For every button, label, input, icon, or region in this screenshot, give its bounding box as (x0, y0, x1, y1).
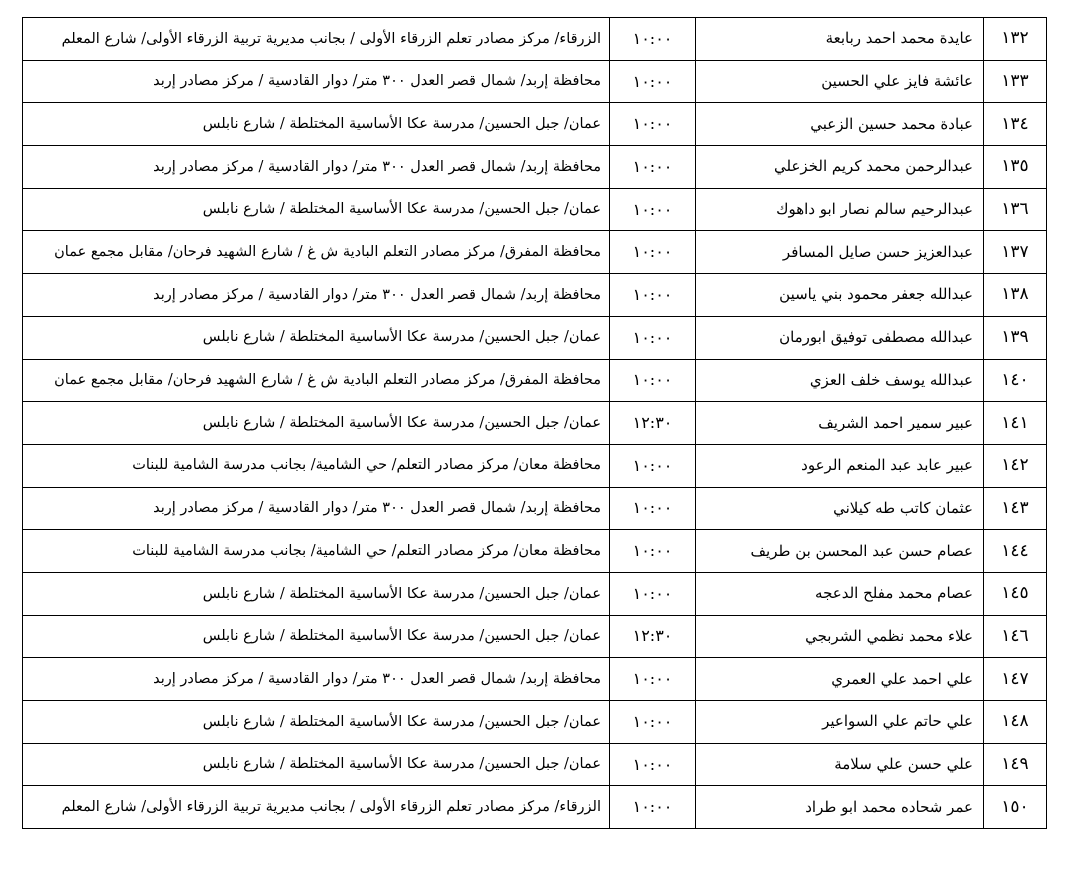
table-row (23, 786, 1047, 829)
row-number-cell: ١٣٨ (984, 274, 1047, 317)
table-row (23, 701, 1047, 744)
table-row (23, 18, 1047, 61)
table-row (23, 60, 1047, 103)
table-row (23, 658, 1047, 701)
candidate-name-cell: عمر شحاده محمد ابو طراد (696, 786, 984, 829)
exam-time-cell: ١٠:٠٠ (610, 487, 696, 530)
exam-time-cell: ١٠:٠٠ (610, 701, 696, 744)
exam-location-cell: محافظة إربد/ شمال قصر العدل ٣٠٠ متر/ دوار القادسية / مركز مصادر إربد (23, 658, 610, 701)
row-number-cell: ١٤٢ (984, 444, 1047, 487)
row-number-cell: ١٣٥ (984, 146, 1047, 189)
exam-location-cell: محافظة إربد/ شمال قصر العدل ٣٠٠ متر/ دوار القادسية / مركز مصادر إربد (23, 146, 610, 189)
exam-location-cell: عمان/ جبل الحسين/ مدرسة عكا الأساسية المختلطة / شارع نابلس (23, 572, 610, 615)
exam-location-cell: محافظة المفرق/ مركز مصادر التعلم البادية ش غ / شارع الشهيد فرحان/ مقابل مجمع عمان (23, 231, 610, 274)
exam-time-cell: ١٠:٠٠ (610, 316, 696, 359)
candidate-name-cell: علي احمد علي العمري (696, 658, 984, 701)
exam-location-cell: عمان/ جبل الحسين/ مدرسة عكا الأساسية المختلطة / شارع نابلس (23, 188, 610, 231)
table-row (23, 146, 1047, 189)
row-number-cell: ١٤٨ (984, 701, 1047, 744)
exam-location-cell: الزرقاء/ مركز مصادر تعلم الزرقاء الأولى / بجانب مديرية تربية الزرقاء الأولى/ شارع المعلم (23, 786, 610, 829)
row-number-cell: ١٣٧ (984, 231, 1047, 274)
candidate-name-cell: عبدالله جعفر محمود بني ياسين (696, 274, 984, 317)
exam-location-cell: الزرقاء/ مركز مصادر تعلم الزرقاء الأولى / بجانب مديرية تربية الزرقاء الأولى/ شارع المعلم (23, 18, 610, 61)
row-number-cell: ١٤٤ (984, 530, 1047, 573)
row-number-cell: ١٥٠ (984, 786, 1047, 829)
row-number-cell: ١٤٧ (984, 658, 1047, 701)
table-row (23, 444, 1047, 487)
exam-time-cell: ١٠:٠٠ (610, 572, 696, 615)
table-row (23, 231, 1047, 274)
exam-location-cell: محافظة إربد/ شمال قصر العدل ٣٠٠ متر/ دوار القادسية / مركز مصادر إربد (23, 487, 610, 530)
table-row (23, 743, 1047, 786)
exam-location-cell: عمان/ جبل الحسين/ مدرسة عكا الأساسية المختلطة / شارع نابلس (23, 701, 610, 744)
exam-location-cell: محافظة معان/ مركز مصادر التعلم/ حي الشامية/ بجانب مدرسة الشامية للبنات (23, 444, 610, 487)
candidate-name-cell: عبدالله يوسف خلف العزي (696, 359, 984, 402)
candidate-name-cell: عبدالرحمن محمد كريم الخزعلي (696, 146, 984, 189)
table-row (23, 530, 1047, 573)
candidate-name-cell: عصام حسن عبد المحسن بن طريف (696, 530, 984, 573)
candidate-name-cell: علي حاتم علي السواعير (696, 701, 984, 744)
candidate-name-cell: عثمان كاتب طه كيلاني (696, 487, 984, 530)
row-number-cell: ١٣٢ (984, 18, 1047, 61)
exam-location-cell: عمان/ جبل الحسين/ مدرسة عكا الأساسية المختلطة / شارع نابلس (23, 402, 610, 445)
table-row (23, 359, 1047, 402)
table-body (23, 18, 1047, 829)
row-number-cell: ١٤٠ (984, 359, 1047, 402)
exam-time-cell: ١٠:٠٠ (610, 231, 696, 274)
exam-time-cell: ١٠:٠٠ (610, 18, 696, 61)
row-number-cell: ١٣٦ (984, 188, 1047, 231)
row-number-cell: ١٤٣ (984, 487, 1047, 530)
exam-time-cell: ١٠:٠٠ (610, 146, 696, 189)
exam-location-cell: عمان/ جبل الحسين/ مدرسة عكا الأساسية المختلطة / شارع نابلس (23, 743, 610, 786)
exam-time-cell: ١٠:٠٠ (610, 274, 696, 317)
candidate-name-cell: عبدالله مصطفى توفيق ابورمان (696, 316, 984, 359)
candidate-name-cell: علاء محمد نظمي الشربجي (696, 615, 984, 658)
candidate-name-cell: عبير سمير احمد الشريف (696, 402, 984, 445)
table-row (23, 103, 1047, 146)
table-row (23, 572, 1047, 615)
exam-location-cell: محافظة معان/ مركز مصادر التعلم/ حي الشامية/ بجانب مدرسة الشامية للبنات (23, 530, 610, 573)
exam-time-cell: ١٠:٠٠ (610, 786, 696, 829)
candidate-name-cell: عبدالعزيز حسن صايل المسافر (696, 231, 984, 274)
exam-time-cell: ١٠:٠٠ (610, 658, 696, 701)
exam-location-cell: محافظة إربد/ شمال قصر العدل ٣٠٠ متر/ دوار القادسية / مركز مصادر إربد (23, 60, 610, 103)
table-row (23, 274, 1047, 317)
row-number-cell: ١٣٤ (984, 103, 1047, 146)
exam-time-cell: ١٠:٠٠ (610, 530, 696, 573)
candidate-name-cell: علي حسن علي سلامة (696, 743, 984, 786)
table-row (23, 615, 1047, 658)
row-number-cell: ١٤٦ (984, 615, 1047, 658)
exam-location-cell: عمان/ جبل الحسين/ مدرسة عكا الأساسية المختلطة / شارع نابلس (23, 615, 610, 658)
row-number-cell: ١٤٩ (984, 743, 1047, 786)
exam-location-cell: عمان/ جبل الحسين/ مدرسة عكا الأساسية المختلطة / شارع نابلس (23, 316, 610, 359)
row-number-cell: ١٤٥ (984, 572, 1047, 615)
candidate-name-cell: عبدالرحيم سالم نصار ابو داهوك (696, 188, 984, 231)
row-number-cell: ١٣٣ (984, 60, 1047, 103)
table-row (23, 188, 1047, 231)
exam-time-cell: ١٠:٠٠ (610, 103, 696, 146)
exam-time-cell: ١٠:٠٠ (610, 743, 696, 786)
exam-location-cell: عمان/ جبل الحسين/ مدرسة عكا الأساسية المختلطة / شارع نابلس (23, 103, 610, 146)
row-number-cell: ١٤١ (984, 402, 1047, 445)
exam-time-cell: ١٢:٣٠ (610, 615, 696, 658)
exam-location-cell: محافظة إربد/ شمال قصر العدل ٣٠٠ متر/ دوار القادسية / مركز مصادر إربد (23, 274, 610, 317)
candidate-name-cell: عصام محمد مفلح الدعجه (696, 572, 984, 615)
exam-time-cell: ١٠:٠٠ (610, 359, 696, 402)
candidate-name-cell: عبادة محمد حسين الزعبي (696, 103, 984, 146)
exam-time-cell: ١٢:٣٠ (610, 402, 696, 445)
table-row (23, 487, 1047, 530)
row-number-cell: ١٣٩ (984, 316, 1047, 359)
exam-schedule-table (22, 17, 1047, 829)
candidate-name-cell: عائشة فايز علي الحسين (696, 60, 984, 103)
table-row (23, 316, 1047, 359)
table-row (23, 402, 1047, 445)
exam-time-cell: ١٠:٠٠ (610, 188, 696, 231)
exam-time-cell: ١٠:٠٠ (610, 60, 696, 103)
candidate-name-cell: عايدة محمد احمد ربابعة (696, 18, 984, 61)
exam-location-cell: محافظة المفرق/ مركز مصادر التعلم البادية ش غ / شارع الشهيد فرحان/ مقابل مجمع عمان (23, 359, 610, 402)
candidate-name-cell: عبير عابد عبد المنعم الرعود (696, 444, 984, 487)
exam-time-cell: ١٠:٠٠ (610, 444, 696, 487)
